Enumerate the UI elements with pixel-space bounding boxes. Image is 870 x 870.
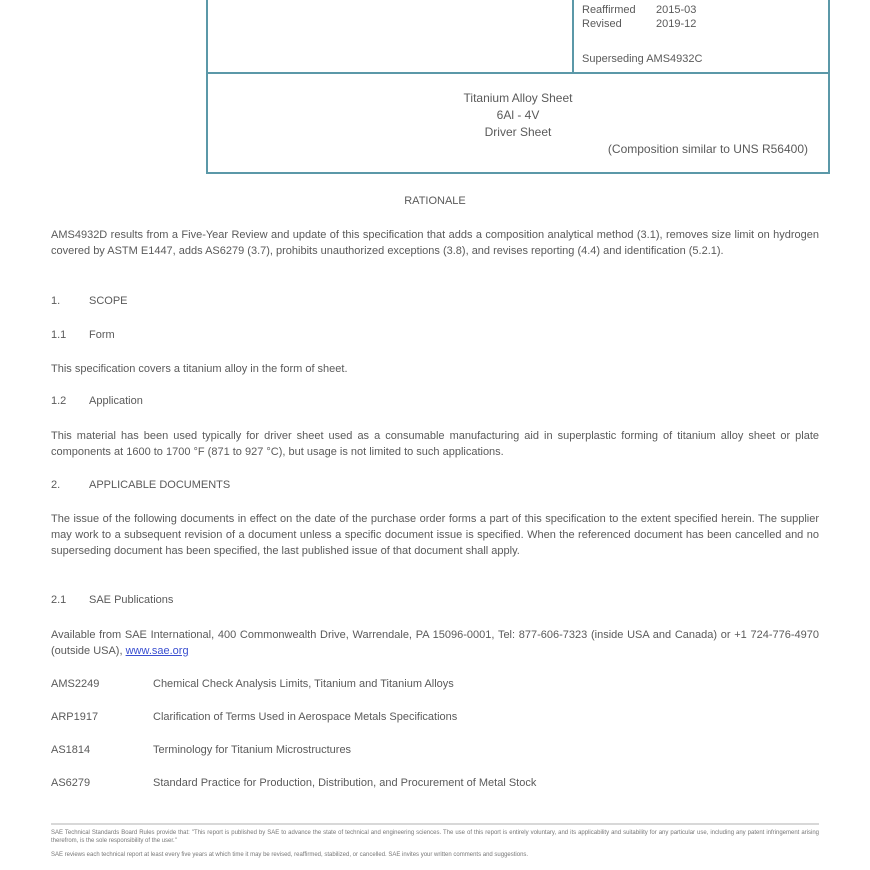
title-line: Titanium Alloy Sheet [463, 91, 573, 105]
section-1-1-heading [51, 329, 115, 341]
sae-contact-text: Available from SAE International, 400 Commonwealth Drive, Warrendale, PA 15096-0001, Tel: 877-606-7323 (inside USA and Canada) or +1 724-776-4970 (outside USA), [51, 629, 819, 657]
reference-code: AMS2249 [51, 678, 100, 690]
section-1-2-text: This material has been used typically for driver sheet used as a consumable manufacturing aid in superplastic forming of titanium alloy sheet or plate components at 1600 to 1700 °F (871 to 927 °C), but usage is not limited to such applications. [51, 430, 819, 458]
sae-website-link[interactable]: www.sae.org [125, 645, 189, 657]
footer-divider [51, 823, 819, 825]
rationale-text: AMS4932D results from a Five-Year Review and update of this specification that adds a composition analytical method (3.1), removes size limit on hydrogen covered by ASTM E1447, adds AS6279 (3.7), prohibits unauthorized exceptions (3.8), and revises reporting (4.4) and identification (5.2.1). [51, 229, 819, 257]
section-1-2-heading [51, 395, 143, 407]
document-header-box [206, 0, 830, 174]
reference-item [51, 777, 536, 789]
composition-note: (Composition similar to UNS R56400) [607, 142, 808, 156]
section-title: Application [89, 395, 143, 407]
section-2-1-heading [51, 594, 173, 606]
reference-code: ARP1917 [51, 711, 99, 723]
superseding: Superseding AMS4932C [582, 53, 703, 65]
section-title: SAE Publications [89, 594, 174, 606]
section-number: 1.2 [51, 395, 67, 407]
reference-title: Terminology for Titanium Microstructures [153, 744, 352, 756]
section-2-1-text [51, 627, 819, 659]
section-title: Form [89, 329, 115, 341]
reference-code: AS6279 [51, 777, 91, 789]
reaffirmed-row [582, 4, 696, 16]
revised-value: 2019-12 [656, 18, 697, 30]
reference-title: Standard Practice for Production, Distribution, and Procurement of Metal Stock [153, 777, 537, 789]
footer-note: SAE Technical Standards Board Rules provide that: "This report is published by SAE to advance the state of technical and engineering sciences. The use of this report is entirely voluntary, and its applicability and suitability for any particular use, including any patent infringement arising therefrom, is the sole responsibility of the user." [51, 830, 819, 844]
rationale-heading: RATIONALE [404, 195, 466, 207]
section-title: SCOPE [89, 295, 128, 307]
footer-note: SAE reviews each technical report at least every five years at which time it may be revised, reaffirmed, stabilized, or cancelled. SAE invites your written comments and suggestions. [51, 852, 529, 858]
title-line: 6Al - 4V [496, 108, 540, 122]
reference-item [51, 678, 454, 690]
revised-row [582, 18, 696, 30]
header-top-row [208, 0, 828, 74]
reference-item [51, 711, 457, 723]
reference-title: Chemical Check Analysis Limits, Titanium and Titanium Alloys [153, 678, 454, 690]
section-title: APPLICABLE DOCUMENTS [89, 479, 231, 491]
section-1-heading [51, 295, 128, 307]
reference-item [51, 744, 351, 756]
revised-label: Revised [582, 18, 622, 30]
section-2-text: The issue of the following documents in effect on the date of the purchase order forms a part of this specification to the extent specified herein. The supplier may work to a subsequent revision of a document unless a specific document issue is specified. When the referenced document has been cancelled and no superseding document has been specified, the last published issue of that document shall apply. [51, 513, 819, 557]
title-line: Driver Sheet [484, 125, 552, 139]
reference-title: Clarification of Terms Used in Aerospace Metals Specifications [153, 711, 458, 723]
section-number: 2.1 [51, 594, 67, 606]
section-number: 2. [51, 479, 61, 491]
section-1-1-text: This specification covers a titanium alloy in the form of sheet. [51, 363, 348, 375]
reaffirmed-label: Reaffirmed [582, 4, 636, 16]
reaffirmed-value: 2015-03 [656, 4, 697, 16]
reference-code: AS1814 [51, 744, 91, 756]
section-number: 1. [51, 295, 61, 307]
section-2-heading [51, 479, 230, 491]
header-divider [572, 0, 574, 74]
section-number: 1.1 [51, 329, 67, 341]
document-title [208, 90, 828, 141]
